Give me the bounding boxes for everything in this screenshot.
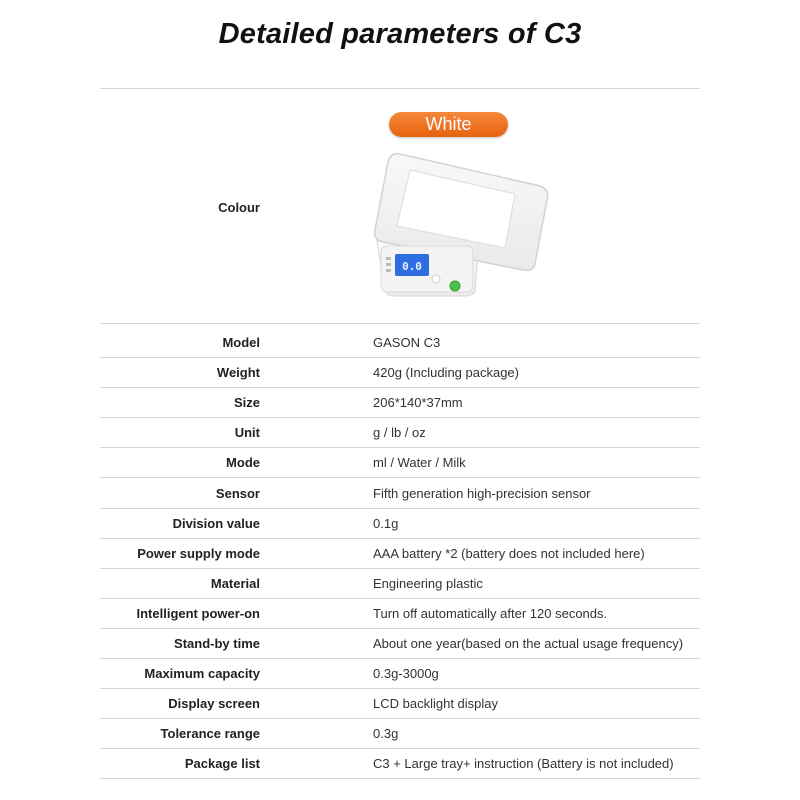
spec-label: Division value <box>172 516 260 531</box>
spec-row <box>100 328 700 358</box>
lcd-readout: 0.0 <box>402 260 422 273</box>
spec-value: Fifth generation high-precision sensor <box>373 486 591 501</box>
spec-value: Engineering plastic <box>373 576 483 591</box>
spec-row <box>100 539 700 569</box>
spec-row <box>100 629 700 659</box>
spec-label: Maximum capacity <box>144 666 260 681</box>
divider <box>100 88 700 89</box>
spec-row <box>100 388 700 418</box>
spec-value: 0.3g-3000g <box>373 666 439 681</box>
spec-value: 420g (Including package) <box>373 365 519 380</box>
spec-row <box>100 569 700 599</box>
spec-row <box>100 358 700 388</box>
spec-value: GASON C3 <box>373 335 441 350</box>
spec-row <box>100 719 700 749</box>
divider <box>100 477 700 478</box>
spec-label: Sensor <box>215 486 260 501</box>
scale-product-image <box>355 146 555 306</box>
spec-label: Weight <box>216 365 260 380</box>
colour-option-badge: White <box>389 112 508 137</box>
spec-row <box>100 599 700 629</box>
spec-label: Intelligent power-on <box>136 606 260 621</box>
spec-value: ml / Water / Milk <box>373 455 466 470</box>
spec-label: Power supply mode <box>137 546 260 561</box>
spec-row <box>100 509 700 539</box>
power-button-icon <box>450 281 460 291</box>
page-title: Detailed parameters of C3 <box>218 18 582 50</box>
spec-label: Package list <box>184 756 260 771</box>
divider <box>100 323 700 324</box>
spec-label: Unit <box>234 425 260 440</box>
spec-row <box>100 659 700 689</box>
spec-value: C3 + Large tray+ instruction (Battery is not included) <box>373 756 674 771</box>
spec-row <box>100 448 700 478</box>
spec-row <box>100 479 700 509</box>
mode-button-icon <box>432 275 440 283</box>
spec-value: LCD backlight display <box>373 696 499 711</box>
spec-value: 0.3g <box>373 726 399 741</box>
spec-value: 0.1g <box>373 516 399 531</box>
spec-label: Stand-by time <box>174 636 260 651</box>
spec-label: Size <box>233 395 260 410</box>
spec-value: About one year(based on the actual usage frequency) <box>373 636 684 651</box>
spec-value: AAA battery *2 (battery does not included here) <box>373 546 645 561</box>
spec-value: 206*140*37mm <box>373 395 463 410</box>
spec-value: Turn off automatically after 120 seconds. <box>373 606 608 621</box>
divider <box>100 778 700 779</box>
colour-label: Colour <box>218 200 260 215</box>
spec-label: Display screen <box>168 696 260 711</box>
spec-label: Material <box>210 576 260 591</box>
spec-label: Tolerance range <box>160 726 260 741</box>
spec-row <box>100 749 700 779</box>
spec-label: Mode <box>226 455 260 470</box>
spec-value: g / lb / oz <box>373 425 426 440</box>
spec-row <box>100 418 700 448</box>
spec-row <box>100 689 700 719</box>
spec-label: Model <box>222 335 260 350</box>
